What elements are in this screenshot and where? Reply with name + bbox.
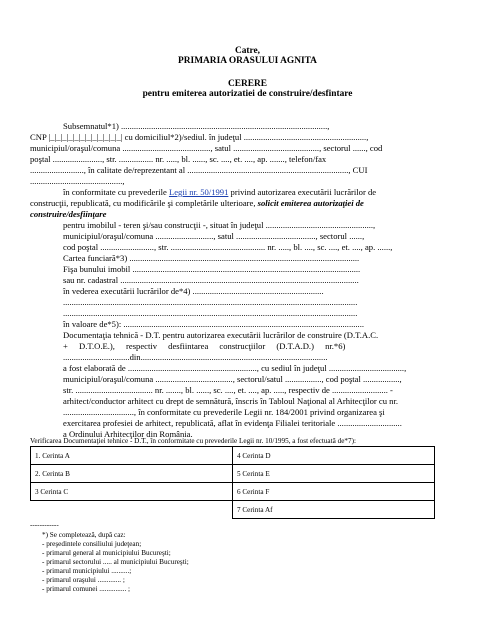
footnote-line-2: - preşedintele consiliului judeţean;: [42, 540, 142, 548]
document-title: CERERE: [227, 79, 268, 89]
body-line-3: municipiul/oraşul/comuna ........................................., satul ........................................, sectorul ......, cod: [30, 143, 383, 153]
body-line-24: municipiul/oraşul/comuna ...................................., sectorul/satul ................., cod poştal .................,: [63, 374, 402, 384]
body-line-22: ...............................din.......................................................................................: [63, 352, 328, 362]
table-cell: 3 Cerinta C: [31, 483, 233, 501]
footnote-separator: ------------: [30, 521, 59, 529]
body-line-29: a Ordinului Arhitecţilor din România.: [63, 429, 193, 439]
verification-text: Verificarea Documentaţiei tehnice - D.T., în conformitate cu prevederile Legii nr. 10/1995, a fost efectuată de*7):: [30, 437, 356, 445]
body-line-16: în vederea executării lucrărilor de*4) .............................................................: [63, 286, 324, 296]
table-row: [31, 465, 435, 483]
body-line-17: .........................................................................................................................................: [63, 297, 358, 307]
footnote-line-1: *) Se completează, după caz:: [42, 531, 126, 539]
body-line-27: ................................., în conformitate cu prevederile Legii nr. 184/2001 privind organizarea şi: [63, 407, 385, 417]
table-row: [31, 447, 435, 465]
body-line-20: Documentaţia tehnică - D.T. pentru autorizarea executării lucrărilor de construire (D.T.A.C.: [63, 330, 379, 340]
body-line-1: Subsemnatul*1) ................................................................................................,: [63, 121, 330, 131]
body-line-12: cod poştal ........................., str. ............................................ nr. ....., bl. ...., sc. ...., et. ...., ap. ......,: [63, 242, 393, 252]
body-line-28: exercitarea profesiei de arhitect, republicată, aflat în evidenţa Filialei teritoriale ..............................: [63, 418, 402, 428]
table-row: [31, 483, 435, 501]
footnote-line-5: - primarul municipiului ..........;: [42, 567, 132, 575]
body-line-7-a: în conformitate cu prevederile: [63, 187, 169, 197]
footnote-line-4: - primarul sectorului ..... al municipiului Bucureşti;: [42, 558, 189, 566]
body-line-14: Fişa bunului imobil ..........................................................................................................: [63, 264, 361, 274]
body-line-15: sau nr. cadastral ...............................................................................................................: [63, 275, 359, 285]
body-line-25: str. .................................... nr. ......., bl. ......, sc. ...., et. ...., ap. ....., respectiv de .......................... -: [63, 385, 393, 395]
institution-name: PRIMARIA ORASULUI AGNITA: [178, 56, 317, 66]
table-cell: 4 Cerinta D: [233, 447, 435, 465]
body-line-19: în valoare de*5): ................................................................................................................: [63, 319, 364, 329]
request-emphasis: solicit emiterea autorizaţiei de: [257, 198, 364, 208]
footnote-line-7: - primarul comunei ............... ;: [42, 585, 131, 593]
table-cell: 2. Cerinta B: [31, 465, 233, 483]
body-line-26: arhitect/conductor arhitect cu drept de semnătură, înscris în Tabloul Naţional al Arhitecţilor cu nr.: [63, 396, 398, 406]
document-subtitle: pentru emiterea autorizatiei de construire/desfintare: [142, 89, 353, 99]
law-50-1991-link[interactable]: Legii nr. 50/1991: [168, 187, 229, 197]
table-cell: 7 Cerinta Af: [233, 501, 435, 519]
body-line-4: poştal ......................., str. ................ nr. ....., bl. ......, sc. ...., et. ...., ap. ......., telefon/fax: [30, 154, 327, 164]
body-line-23: a fost elaborată de ............................................................, cu sediul în judeţul ...................................,: [63, 363, 407, 373]
table-cell-empty: [31, 501, 233, 519]
footnote-line-6: - primarul oraşului ............. ;: [42, 576, 125, 584]
table-cell: 5 Cerinta E: [233, 465, 435, 483]
body-line-21: + D.T.O.E.), respectiv desfiintarea construcţiilor (D.T.A.D.) nr.*6): [63, 341, 346, 351]
body-line-7-b: privind autorizarea executării lucrărilor de: [228, 187, 377, 197]
body-line-18: .........................................................................................................................................: [63, 308, 358, 318]
addressee-label: Catre,: [234, 46, 261, 56]
verification-table: [30, 446, 435, 519]
body-line-8-a: construcţii, republicată, cu modificările şi completările ulterioare,: [30, 198, 258, 208]
body-line-8: [30, 198, 364, 208]
body-line-10: pentru imobilul - teren şi/sau construcţii -, situat în judeţul ..................................................,: [63, 220, 376, 230]
body-line-2: CNP |_|_|_|_|_|_|_|_|_|_|_|_| cu domiciliul*2)/sediul. în judeţul .........................................................,: [30, 132, 369, 142]
table-cell: 1. Cerinta A: [31, 447, 233, 465]
table-row: [31, 501, 435, 519]
body-line-7: [63, 187, 376, 197]
body-line-11: municipiul/oraşul/comuna ..........................., satul ....................................., sectorul ......,: [63, 231, 365, 241]
body-line-6: ...........................................,: [30, 176, 125, 186]
body-line-9: construire/desfiinţare: [30, 209, 107, 219]
body-line-13: Cartea funciară*3) ...........................................................................................................: [63, 253, 360, 263]
body-line-5: ........................., în calitate de/reprezentant al ..........................................................................., CUI: [30, 165, 368, 175]
footnote-line-3: - primarul general al municipiului Bucureşti;: [42, 549, 171, 557]
table-cell: 6 Cerinta F: [233, 483, 435, 501]
